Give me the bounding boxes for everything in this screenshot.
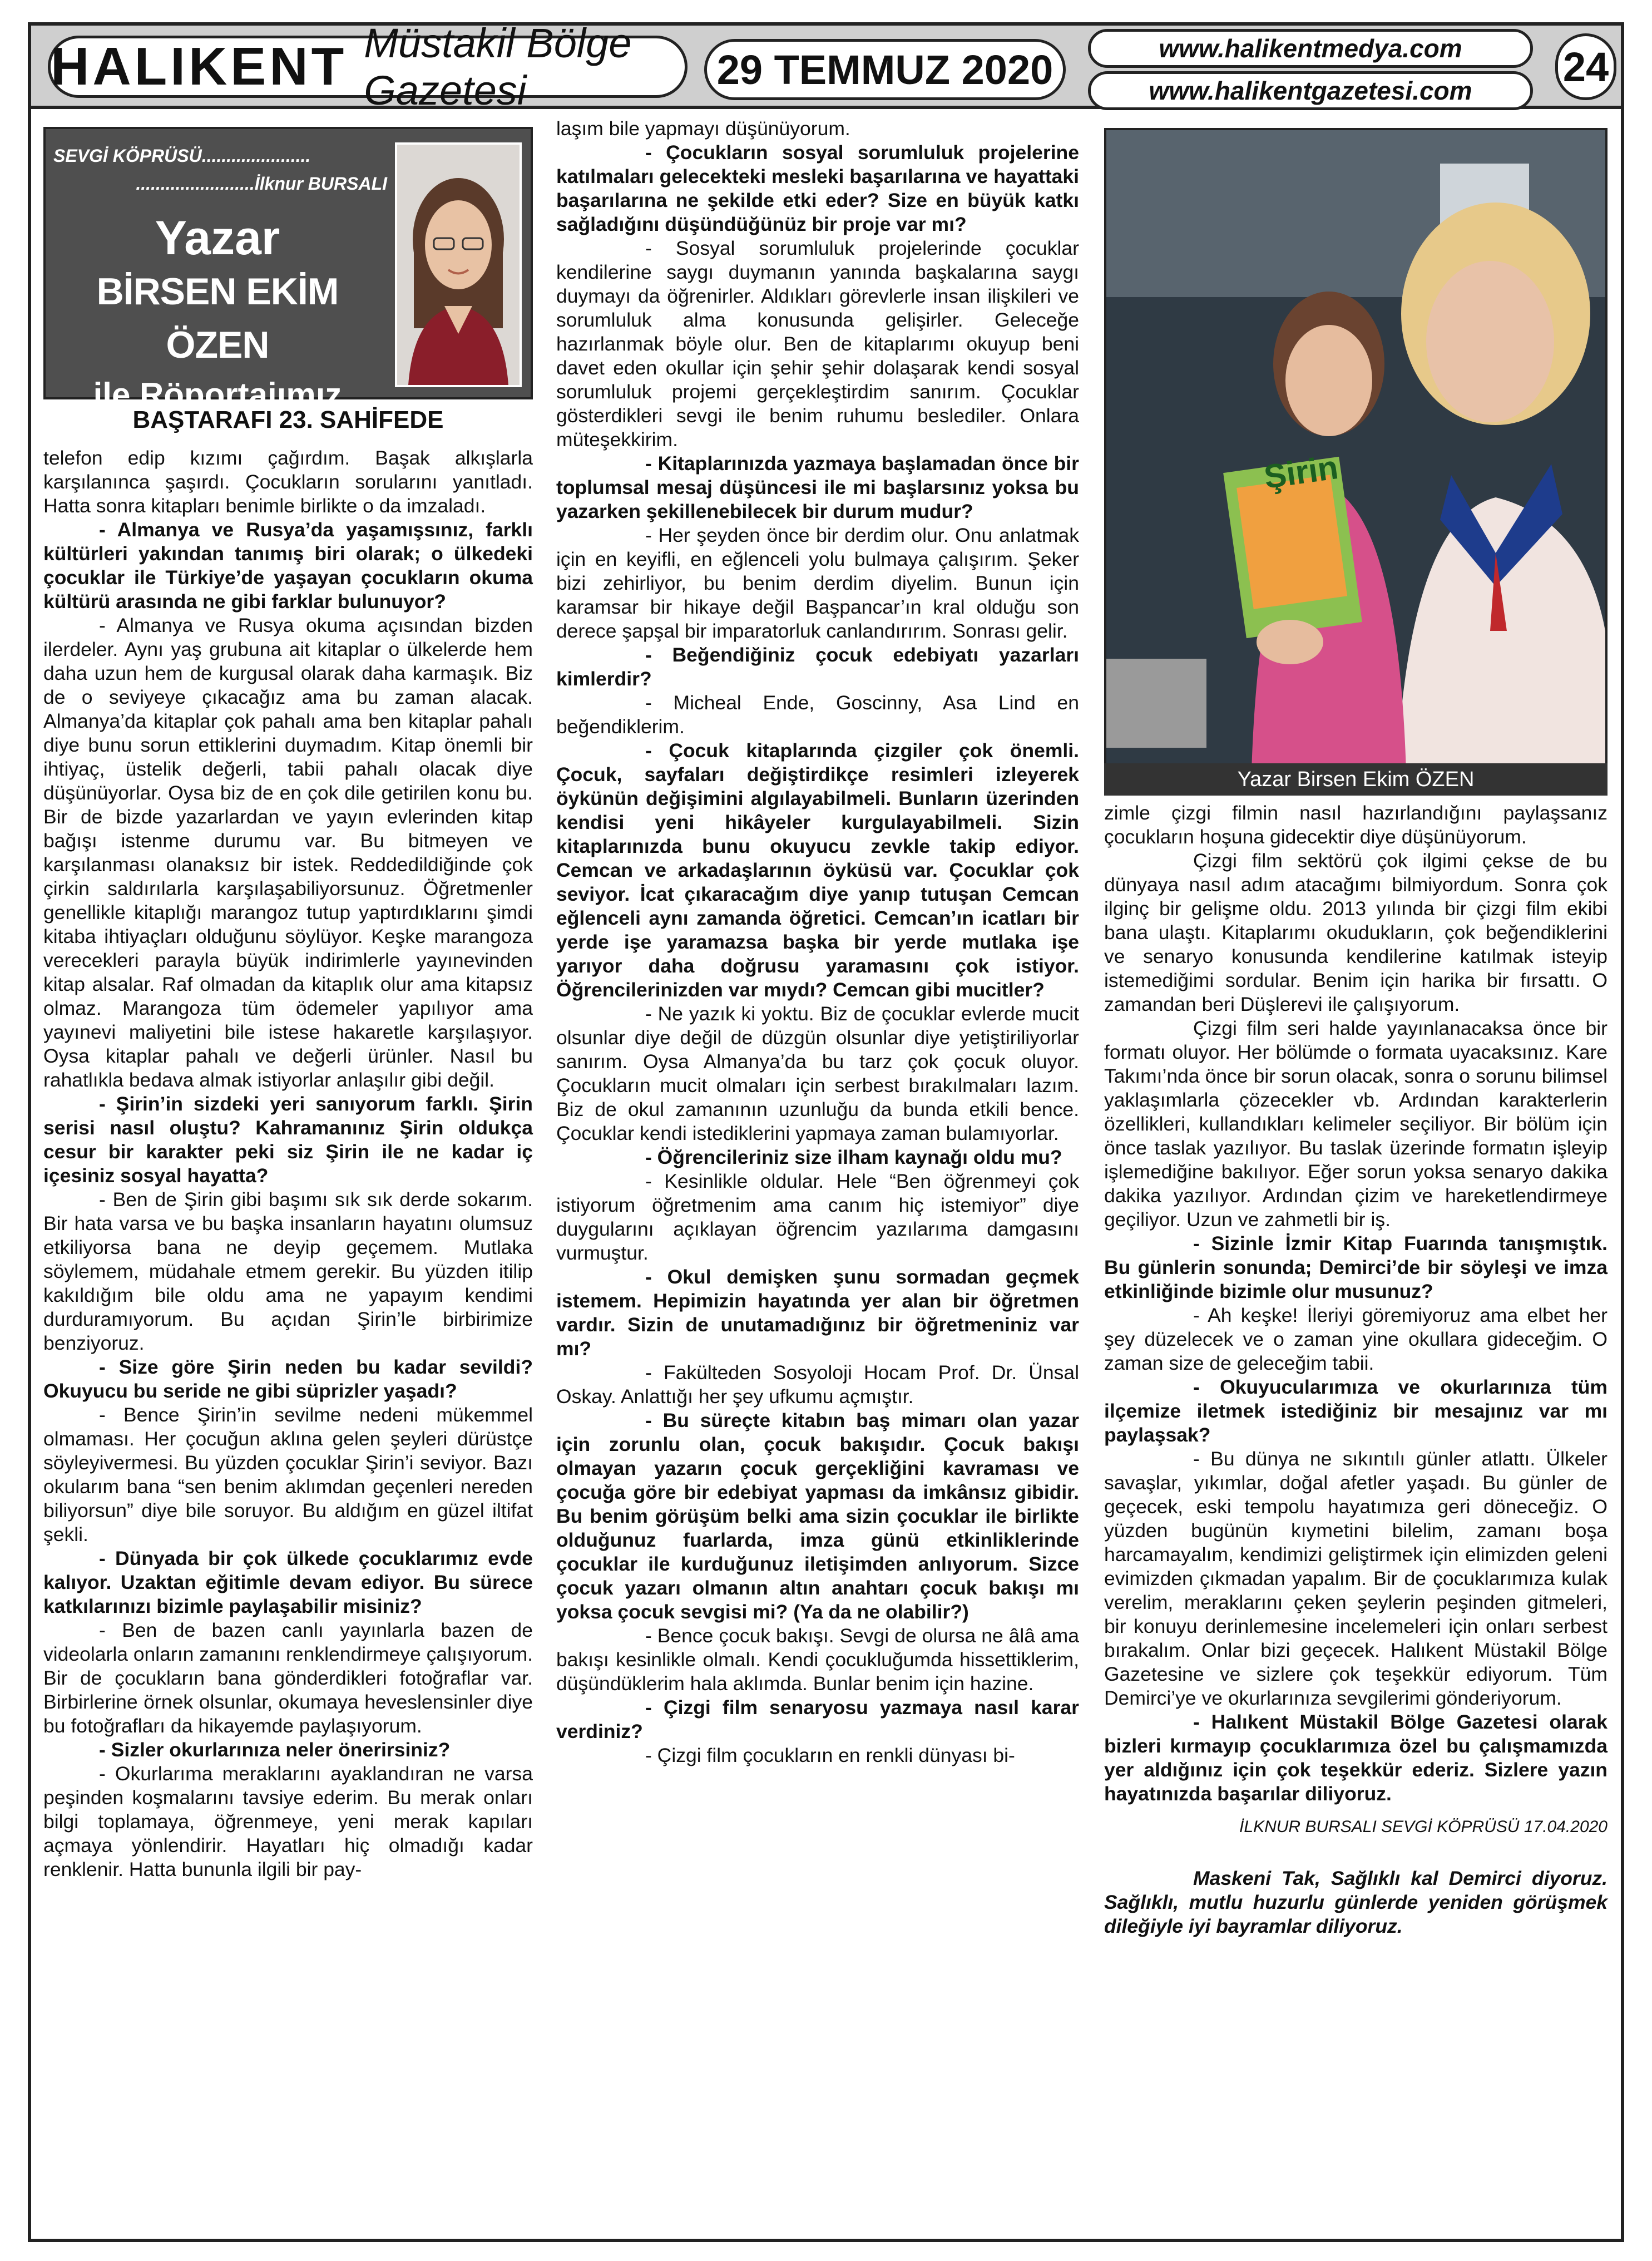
- question: - Okul demişken şunu sormadan geçmek istemem. Hepimizin hayatında yer alan bir öğretmen vardır. Sizin de unutamadığınız bir öğretmeniniz var mı?: [556, 1266, 1079, 1360]
- series-author: ........................İlknur BURSALI: [136, 174, 387, 194]
- brand-pill: [48, 20, 687, 113]
- answer: - Kesinlikle oldular. Hele “Ben öğrenmeyi çok istiyorum öğretmenim ama canım hiç istemiyor” diye duygularını açıklayan öğrencim yazılarıma damgasını vurmuştur.: [556, 1170, 1079, 1264]
- photo-caption: Yazar Birsen Ekim ÖZEN: [1104, 763, 1608, 796]
- column-1: [43, 446, 533, 1882]
- question: - Çocukların sosyal sorumluluk projelerine katılmaları gelecekteki mesleki başarılarına ve hayattaki başarılarına ne şekilde etki eder? Size en büyük katkı sağladığını düşündüğünüz bir proje var mı?: [556, 141, 1079, 235]
- question: - Çocuk kitaplarında çizgiler çok önemli. Çocuk, sayfaları değiştirdikçe resimleri izleyerek öykünün değişimini algılayabilmeli. Bunların üzerinden kendisi yeni hikâyeler kurgulayabilmeli. Sizin kitaplarınızda bunu okuyucu zevkle takip ediyor. Cemcan ve arkadaşlarının öyküsü var. Çocuklar çok seviyor. İcat çıkaracağım diye yanıp tutuşan Cemcan eğlenceli aynı zamanda öğretici. Cemcan’ın icatları bir yerde işe yaramazsa başka bir yerde mutlaka işe yarıyor daha doğrusu yaramasını çok istiyor. Öğrencilerinizden var mıydı? Cemcan gibi mucitler?: [556, 739, 1079, 1001]
- website-link-1[interactable]: www.halikentmedya.com: [1088, 29, 1533, 68]
- paragraph: Çizgi film sektörü çok ilgimi çekse de bu dünyaya nasıl adım atacağımı bilmiyordum. Sonra çok ilginç bir gelişme oldu. 2013 yılında bir çizgi film ekibi bana ulaştı. Kitaplarımı okudukların, çok beğendiklerini ve senaryo konusunda kendilerine katılmak isteyip istemediğimi sordular. Benim için harika bir fırsattı. O zamandan beri Düşlerevi ile çalışıyorum.: [1104, 850, 1608, 1015]
- answer: - Ben de bazen canlı yayınlarla bazen de videolarla onların zamanını renklendirmeye çalışıyorum. Bir de çocukların bana gönderdikleri fotoğraflar var. Birbirlerine örnek olsunlar, okumaya heveslensinler diye bu fotoğrafları da hikayemde paylaşıyorum.: [43, 1619, 533, 1737]
- headline: [53, 211, 382, 418]
- headline-line-2: BİRSEN EKİM ÖZEN: [96, 270, 339, 366]
- column-2: [556, 117, 1079, 1768]
- question: - Beğendiğiniz çocuk edebiyatı yazarları kimlerdir?: [556, 644, 1079, 690]
- website-link-2[interactable]: www.halikentgazetesi.com: [1088, 71, 1533, 110]
- answer: - Bu dünya ne sıkıntılı günler atlattı. Ülkeler savaşlar, yıkımlar, doğal afetler yaşadı. Bu günler de geçecek, eski tempolu hayatımıza geri döneceğiz. O yüzden bugünün kıymetini bilelim, zamanı boşa harcamayalım, kendimizi geliştirmek için elimizden geleni evimizden çıkmadan yapalım. Bir de çocuklarımıza kulak verelim, meraklarını çeken şeylerin peşinden gitmeleri, bir konuyu derinlemesine incelemeleri için onları serbest bırakalım. Onlar bizi geçecek. Halıkent Müstakil Bölge Gazetesine ve sizlere çok teşekkür ediyorum. Tüm Demirci’ye ve okurlarınıza sevgilerimi gönderiyorum.: [1104, 1448, 1608, 1709]
- answer: - Almanya ve Rusya okuma açısından bizden ilerdeler. Aynı yaş grubuna ait kitaplar o ülkelerde hem daha uzun hem de kurgusal olarak daha karmaşık. Biz de o seviyeye çıkacağız ama bu zaman alacak. Almanya’da kitaplar çok pahalı ama ben kitaplar pahalı diye bunu sorun ettiklerini duymadım. Kitap önemli bir ihtiyaç, üstelik değerli, tabii pahalı olacak diye düşünüyorlar. Oysa biz de en çok dile getirilen konu bu. Bir de bizde yazarlardan ve yayın evlerinden kitap bağışı istenme durumu var. Bu bitmeyen ve karşılanması olanaksız bir istek. Reddedildiğinde çok çirkin saldırılarla karşılaşabiliyorsunuz. Öğretmenler genellikle kitaplığı marangoz tutup yaptırdıklarını şimdi kitaba ihtiyaçları olduğunu söylüyor. Keşke marangoza verecekleri parayla büyük indirimlerle yayınevinden kitap alsalar. Raf olmadan da kitaplık olur ama kitapsız olmaz. Marangoza tüm ödemeler yapılıyor ama yayınevi maliyetini bile istese hakaretle karşılaşıyor. Oysa kitaplar pahalı ve değerli ürünler. Nasıl bu rahatlıkla bedava almak istiyorlar anlaşılır gibi değil.: [43, 614, 533, 1091]
- newspaper-subtitle: Müstakil Bölge Gazetesi: [364, 20, 632, 113]
- headline-line-3: ile Röportajımız: [93, 376, 342, 413]
- book-cover-title: Şirin: [1262, 448, 1341, 496]
- question: - Çizgi film senaryosu yazmaya nasıl karar verdiniz?: [556, 1696, 1079, 1742]
- question: - Halıkent Müstakil Bölge Gazetesi olarak bizleri kırmayıp çocuklarımıza özel bu çalışmamızda yer aldığınız için çok teşekkür ederiz. Sizlere yazın hayatınızda başarılar diliyoruz.: [1104, 1711, 1608, 1805]
- headline-line-1: Yazar: [155, 211, 280, 265]
- newspaper-name: HALIKENT: [51, 37, 348, 96]
- answer: - Bence Şirin’in sevilme nedeni mükemmel olmaması. Her çocuğun aklına gelen şeyleri dürüstçe söyleyivermesi. Bu yüzden çocuklar Şirin’i seviyor. Bazı okularım bana “sen benim aklımdan geçenleri nereden biliyorsun” diye bile soruyor. Bu aldığım en güzel iltifat şekli.: [43, 1404, 533, 1546]
- question: - Size göre Şirin neden bu kadar sevildi? Okuyucu bu seride ne gibi süprizler yaşadı?: [43, 1356, 533, 1402]
- answer: - Ben de Şirin gibi başımı sık sık derde sokarım. Bir hata varsa ve bu başka insanların hayatını olumsuz etkiliyorsa bana ne deyip geçemem. Mutlaka söylemem, müdahale etmem gerekir. Bu yüzden itilip kakıldığım bile oldu ama ne yapayım kendimi durduramıyorum. Bu açıdan Şirin’le birbirimize benziyoruz.: [43, 1188, 533, 1354]
- column-3: [1104, 801, 1608, 1938]
- masthead: [31, 20, 1621, 113]
- paragraph: laşım bile yapmayı düşünüyorum.: [556, 117, 850, 140]
- interview-banner: [43, 127, 533, 413]
- portrait-image: [397, 145, 520, 385]
- question: - Okuyucularımıza ve okurlarınıza tüm ilçemize iletmek istediğiniz bir mesajınız var mı paylaşsak?: [1104, 1376, 1608, 1446]
- question: - Almanya ve Rusya’da yaşamışsınız, farklı kültürleri yakından tanımış biri olarak; o ülkedeki çocuklar ile Türkiye’de yaşayan çocukların okuma kültürü arasında ne gibi farklar bulunuyor?: [43, 519, 533, 613]
- author-portrait: [395, 142, 522, 387]
- paragraph: telefon edip kızımı çağırdım. Başak alkışlarla karşılanınca şaşırdı. Çocukların sorularını yanıtladı. Hatta sonra kitapları benimle birlikte o da imzaladı.: [43, 447, 533, 517]
- question: - Bu süreçte kitabın baş mimarı olan yazar için zorunlu olan, çocuk bakışıdır. Çocuk bakışı olmayan yazarın çocuk gerçekliğini kavraması ve çocuğa göre bir edebiyat yapması da imkânsız gibidir. Bu benim görüşüm belki ama sizin çocuklar ile birlikte olduğunuz fuarlarda, imza günü etkinliklerinde çocuklar ile kurduğunuz iletişimden anlıyorum. Sizce çocuk yazarı olmanın altın anahtarı çocuk bakışı mı yoksa çocuk sevgisi mi? (Ya da ne olabilir?): [556, 1409, 1079, 1623]
- answer: - Ne yazık ki yoktu. Biz de çocuklar evlerde mucit olsunlar diye değil de düzgün olsunlar diye yetiştiriliyorlar sanırım. Oysa Almanya’da bu tarz çok çocuk oluyor. Çocukların mucit olmaları için serbest bırakılmaları lazım. Biz de okul zamanının uzunluğu da bunda etkili bence. Çocuklar kendi istediklerini yapmaya zaman bulamıyorlar.: [556, 1003, 1079, 1144]
- question: - Sizinle İzmir Kitap Fuarında tanışmıştık. Bu günlerin sonunda; Demirci’de bir söyleşi ve imza etkinliğinde bizimle olur musunuz?: [1104, 1232, 1608, 1302]
- answer: - Çizgi film çocukların en renkli dünyası bi-: [645, 1744, 1015, 1766]
- question: - Sizler okurlarınıza neler önerirsiniz?: [99, 1739, 451, 1761]
- answer: - Her şeyden önce bir derdim olur. Onu anlatmak için en keyifli, en eğlenceli yolu bulmaya çalışırım. Şeker bizi zehirliyor, bu benim derdim diyelim. Bunun için karamsar bir hikaye değil Başpancar’ın kral olduğu son derece şapşal bir imparatorluk canlandırırım. Sonrası gelir.: [556, 524, 1079, 642]
- author-signature: İLKNUR BURSALI SEVGİ KÖPRÜSÜ 17.04.2020: [1239, 1818, 1608, 1836]
- paragraph: Çizgi film seri halde yayınlanacaksa önce bir formatı oluyor. Her bölümde o formata uyacaksınız. Kare Takımı’nda önce bir sorun olacak, sonra o sorunu bilimsel yaklaşımlarla çözecekler vb. Ardından karakterlerin özellikleri, kullandıkları kelimeler seçiliyor. Bir bölüm için önce taslak yazılıyor. Bu taslak üzerinde formatın işleyip işlemediğine bakılıyor. Eğer sorun yoksa senaryo dakika dakika yazılıyor. Ardından çizim ve hareketlendirmeye geçiliyor. Uzun ve zahmetli bir iş.: [1104, 1017, 1608, 1231]
- answer: - Micheal Ende, Goscinny, Asa Lind en beğendiklerim.: [556, 692, 1079, 738]
- question: - Şirin’in sizdeki yeri sanıyorum farklı. Şirin serisi nasıl oluştu? Kahramanınız Şirin oldukça cesur bir karakter peki siz Şirin ile ne kadar iç içesiniz sosyal hayatta?: [43, 1093, 533, 1187]
- series-title: SEVGİ KÖPRÜSÜ......................: [53, 146, 311, 166]
- question: - Dünyada bir çok ülkede çocuklarımız evde kalıyor. Uzaktan eğitimle devam ediyor. Bu sürece katkılarınızı bizimle paylaşabilir misiniz?: [43, 1547, 533, 1617]
- continued-from-heading: BAŞTARAFI 23. SAHİFEDE: [132, 406, 444, 433]
- page-number: 24: [1555, 33, 1616, 100]
- issue-date: 29 TEMMUZ 2020: [704, 39, 1066, 100]
- closing-message: Maskeni Tak, Sağlıklı kal Demirci diyoruz. Sağlıklı, mutlu huzurlu günlerde yeniden görüşmek dileğiyle iyi bayramlar diliyoruz.: [1104, 1867, 1608, 1937]
- question: - Kitaplarınızda yazmaya başlamadan önce bir toplumsal mesaj düşüncesi ile mi başlarsınız yoksa bu yazarken şekillenebilecek bir durum mudur?: [556, 452, 1079, 522]
- answer: - Ah keşke! İleriyi göremiyoruz ama elbet her şey düzelecek ve o zaman yine okullara gideceğim. O zaman size de geleceğim tabii.: [1104, 1304, 1608, 1374]
- paragraph: zimle çizgi filmin nasıl hazırlandığını paylaşsanız çocukların hoşuna gidecektir diye düşünüyorum.: [1104, 802, 1608, 848]
- author-photo: [1104, 128, 1608, 796]
- answer: - Fakülteden Sosyoloji Hocam Prof. Dr. Ünsal Oskay. Anlattığı her şey ufkumu açmıştır.: [556, 1361, 1079, 1408]
- answer: - Sosyal sorumluluk projelerinde çocuklar kendilerine saygı duymanın yanında başkalarına saygı duymayı da öğrenirler. Aldıkları görevlerle insan ilişkileri ve sorumluluk alma konusunda gelişirler. Geleceğe hazırlanmak böyle olur. Ben de kitaplarımı okuyup beni davet eden okullar için şehir şehir dolaşarak kendi sosyal sorumluluk projemi gerçekleştirdim sanırım. Çocuklar gösterdikleri sevgi ile benim ruhumu beslediler. Onlara müteşekkirim.: [556, 237, 1079, 451]
- answer: - Bence çocuk bakışı. Sevgi de olursa ne âlâ ama bakışı kesinlikle olmalı. Kendi çocukluğumda hissettiklerim, düşündüklerim hala aklımda. Bunlar benim için hazine.: [556, 1625, 1079, 1695]
- question: - Öğrencileriniz size ilham kaynağı oldu mu?: [645, 1146, 1062, 1168]
- answer: - Okurlarıma meraklarını ayaklandıran ne varsa peşinden koşmalarını tavsiye ederim. Bu merak onları bilgi toplamaya, öğrenmeye, yeni merak kapıları açmaya yönlendirir. Hayatları hiç olmadığı kadar renklenir. Hatta bununla ilgili bir pay-: [43, 1763, 533, 1880]
